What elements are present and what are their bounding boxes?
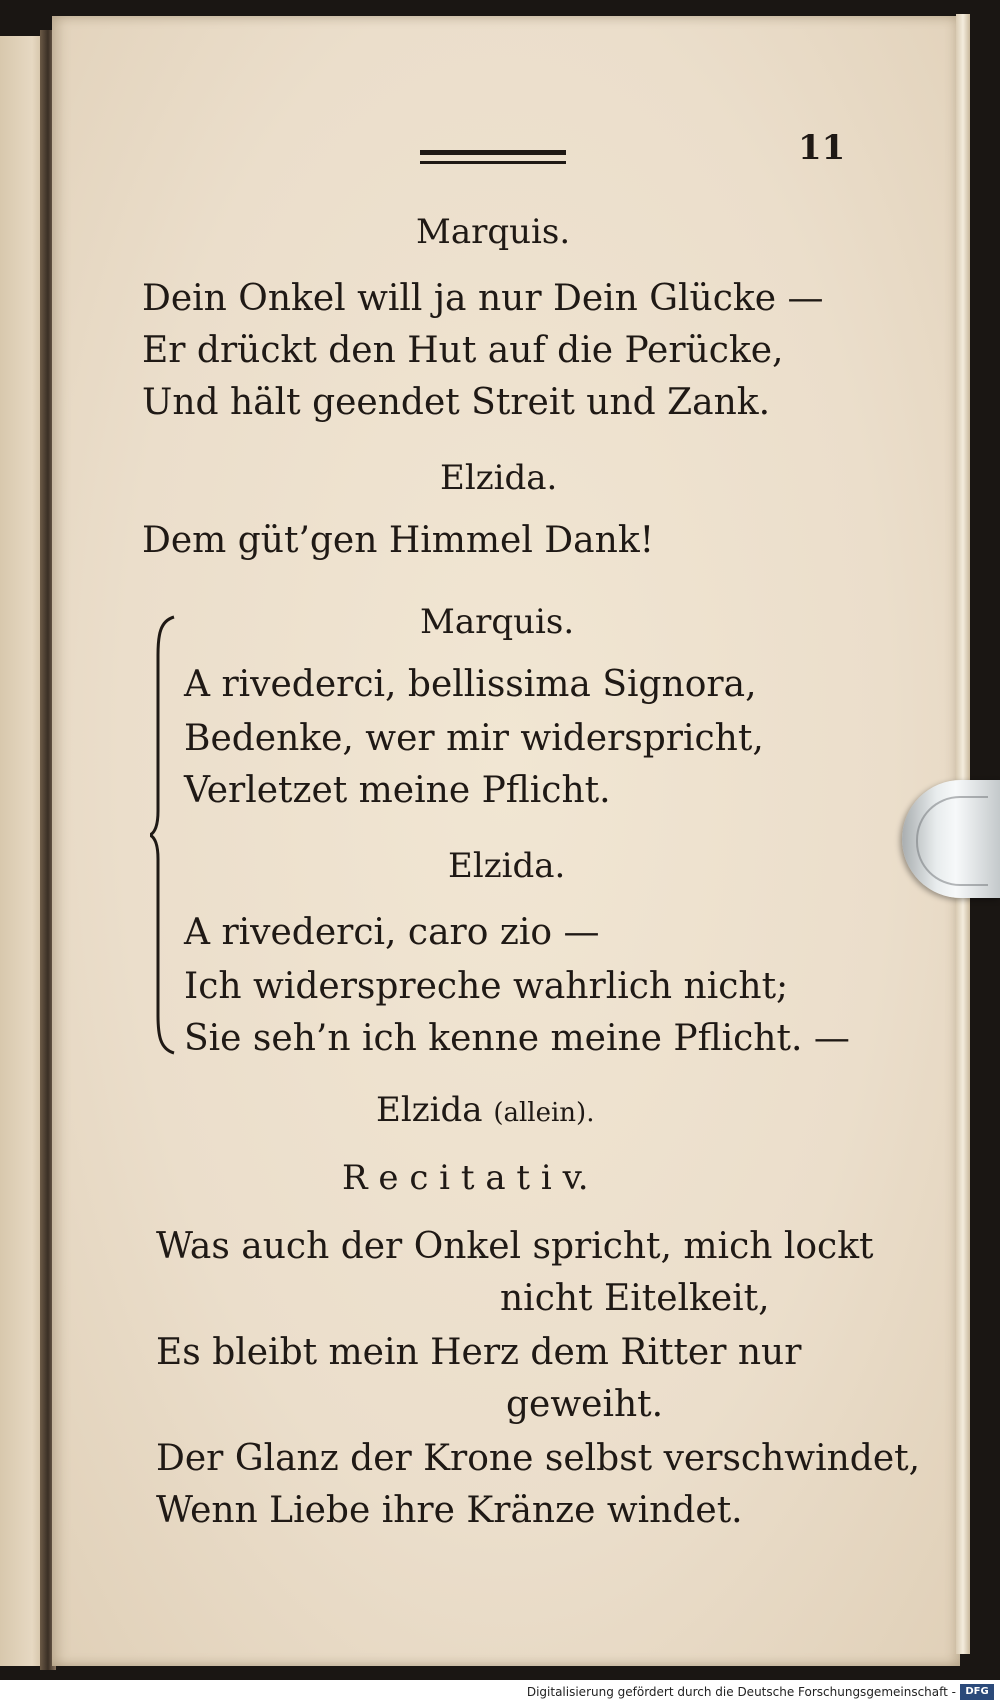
speaker-elzida: [376, 1090, 594, 1130]
verse-line: Was auch der Onkel spricht, mich lockt: [156, 1226, 874, 1267]
page-clip-ring: [916, 796, 988, 886]
section-heading: R e c i t a t i v.: [342, 1158, 589, 1198]
curly-brace: [150, 615, 176, 1055]
verse-line: Er drückt den Hut auf die Perücke,: [142, 330, 784, 371]
verse-line-continuation: geweiht.: [506, 1384, 664, 1425]
speaker-marquis: Marquis.: [416, 212, 571, 252]
speaker-elzida: Elzida.: [448, 846, 566, 886]
verse-line: Dein Onkel will ja nur Dein Glücke —: [142, 278, 824, 319]
verse-line: Und hält geendet Streit und Zank.: [142, 382, 771, 423]
speaker-elzida: Elzida.: [440, 458, 558, 498]
verse-line: Es bleibt mein Herz dem Ritter nur: [156, 1332, 802, 1373]
header-rule-thick: [420, 150, 566, 155]
verse-line: Sie seh’n ich kenne meine Pflicht. —: [184, 1018, 850, 1059]
verse-line: Bedenke, wer mir widerspricht,: [184, 718, 764, 759]
verse-line: Der Glanz der Krone selbst verschwindet,: [156, 1438, 921, 1479]
verse-line: Dem güt’gen Himmel Dank!: [142, 520, 655, 561]
speaker-marquis: Marquis.: [420, 602, 575, 642]
page-number: 11: [798, 128, 846, 168]
digitization-credit: Digitalisierung gefördert durch die Deutsche Forschungsgemeinschaft -: [526, 1685, 956, 1699]
verse-line: Verletzet meine Pflicht.: [184, 770, 611, 811]
footer-bar: [0, 1680, 1000, 1705]
header-rule-thin: [420, 161, 566, 164]
stage-direction: (allein).: [493, 1098, 595, 1128]
verse-line: A rivederci, caro zio —: [184, 912, 600, 953]
verse-line: Wenn Liebe ihre Kränze windet.: [156, 1490, 743, 1531]
dfg-logo: DFG: [960, 1684, 994, 1700]
verse-line-continuation: nicht Eitelkeit,: [500, 1278, 770, 1319]
verse-line: Ich widerspreche wahrlich nicht;: [184, 966, 789, 1007]
speaker-name: Elzida: [376, 1090, 483, 1130]
verse-line: A rivederci, bellissima Signora,: [184, 664, 757, 705]
